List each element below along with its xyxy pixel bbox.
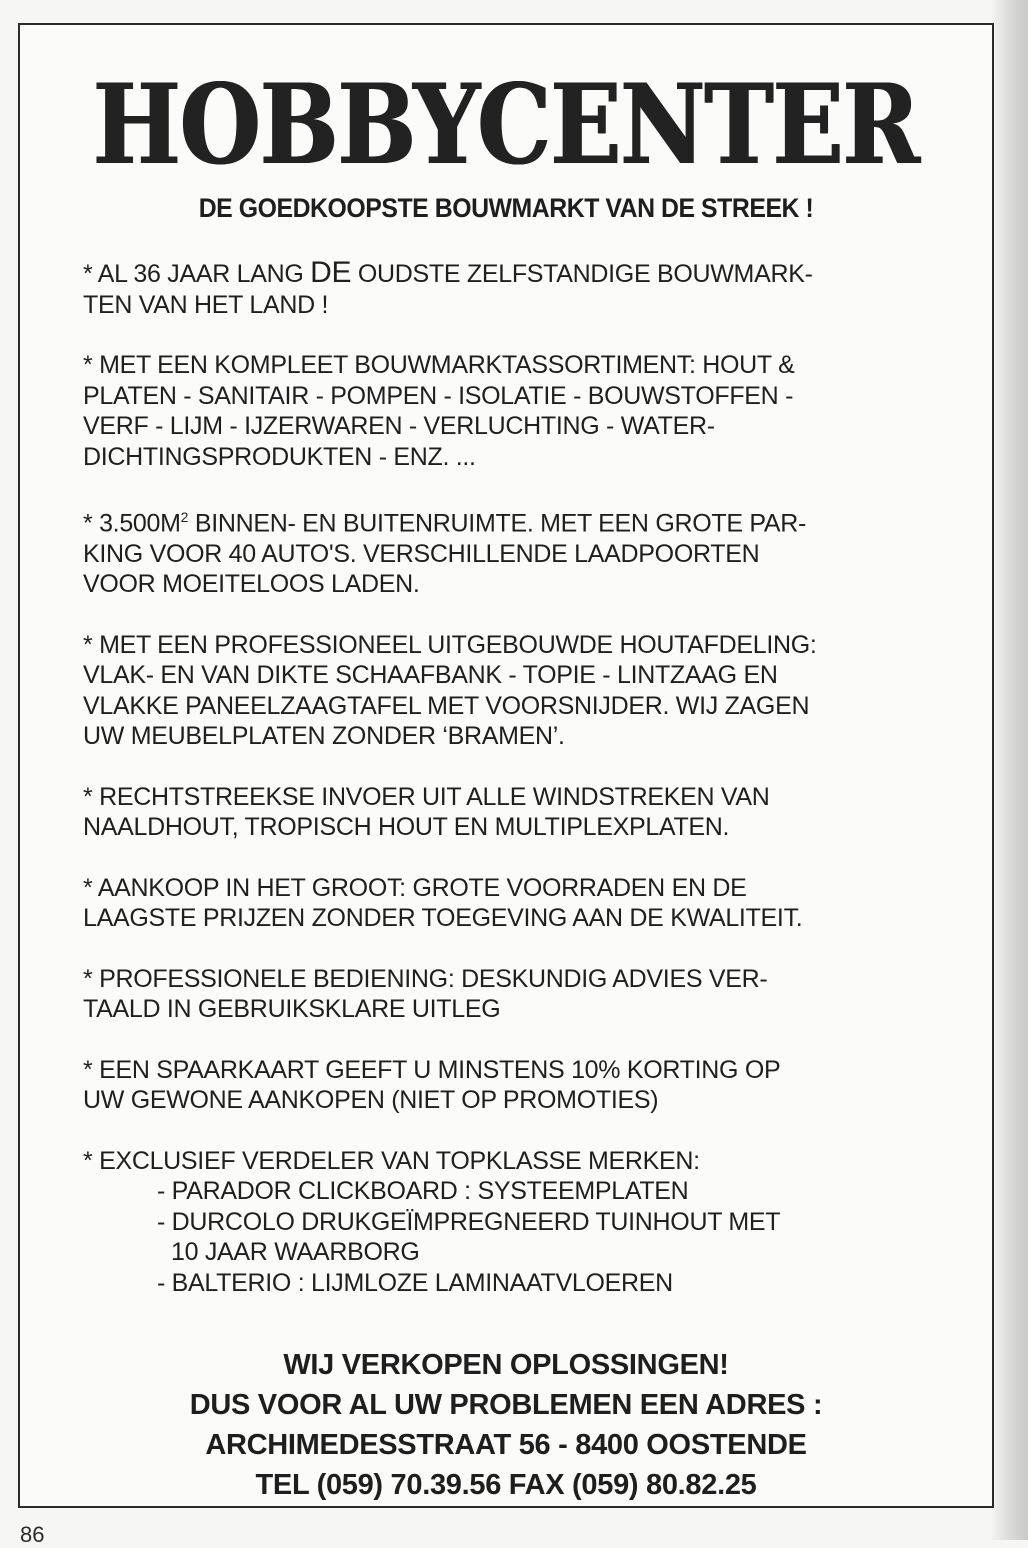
feature-line: * $3.500M^2$ BINNEN- EN BUITENRUIMTE. MET EEN GROTE PAR- bbox=[83, 509, 807, 538]
feature-line: * RECHTSTREEKSE INVOER UIT ALLE WINDSTREKEN VAN bbox=[83, 782, 770, 811]
brand-item-parador: - PARADOR CLICKBOARD : SYSTEEMPLATEN bbox=[157, 1177, 689, 1206]
feature-item-assortment bbox=[83, 350, 963, 472]
feature-line: TAALD IN GEBRUIKSKLARE UITLEG bbox=[83, 995, 501, 1024]
feature-line: TEN VAN HET LAND ! bbox=[83, 290, 329, 319]
feature-line: VERF - LIJM - IJZERWAREN - VERLUCHTING - WATER- bbox=[83, 412, 715, 440]
contact-row bbox=[20, 1465, 992, 1505]
feature-line: PLATEN - SANITAIR - POMPEN - ISOLATIE - BOUWSTOFFEN - bbox=[83, 381, 794, 410]
feature-list bbox=[83, 258, 963, 1298]
feature-line: * PROFESSIONELE BEDIENING: DESKUNDIG ADVIES VER- bbox=[83, 964, 768, 993]
feature-line: * AANKOOP IN HET GROOT: GROTE VOORRADEN EN DE bbox=[83, 873, 747, 902]
feature-line: * MET EEN PROFESSIONEEL UITGEBOUWDE HOUTAFDELING: bbox=[83, 630, 817, 659]
feature-item-import bbox=[83, 782, 963, 843]
feature-line: * EEN SPAARKAART GEEFT U MINSTENS 10% KORTING OP bbox=[83, 1055, 781, 1084]
slogan: WIJ VERKOPEN OPLOSSINGEN! bbox=[283, 1349, 729, 1381]
feature-item-space bbox=[83, 502, 963, 600]
feature-item-wood-department bbox=[83, 630, 963, 752]
feature-line: VLAK- EN VAN DIKTE SCHAAFBANK - TOPIE - LINTZAAG EN bbox=[83, 661, 778, 690]
brand-title: HOBBYCENTER bbox=[93, 60, 919, 190]
feature-item-service bbox=[83, 964, 963, 1025]
fax: FAX (059) 80.82.25 bbox=[508, 1469, 757, 1501]
brand-item-durcolo-continued: 10 JAAR WAARBORG bbox=[171, 1238, 420, 1267]
brand-item-balterio: - BALTERIO : LIJMLOZE LAMINAATVLOEREN bbox=[157, 1268, 673, 1297]
brand-item-durcolo: - DURCOLO DRUKGEÏMPREGNEERD TUINHOUT MET bbox=[157, 1207, 781, 1236]
feature-line: UW MEUBELPLATEN ZONDER ‘BRAMEN’. bbox=[83, 722, 565, 751]
feature-line: LAAGSTE PRIJZEN ZONDER TOEGEVING AAN DE KWALITEIT. bbox=[83, 904, 803, 933]
feature-line: DICHTINGSPRODUKTEN - ENZ. ... bbox=[83, 442, 476, 471]
feature-item-history bbox=[83, 258, 963, 320]
feature-line: NAALDHOUT, TROPISCH HOUT EN MULTIPLEXPLATEN. bbox=[83, 813, 730, 842]
feature-line: KING VOOR 40 AUTO'S. VERSCHILLENDE LAADPOORTEN bbox=[83, 539, 760, 568]
feature-line: VLAKKE PANEELZAAGTAFEL MET VOORSNIJDER. WIJ ZAGEN bbox=[83, 691, 810, 720]
feature-line: UW GEWONE AANKOPEN (NIET OP PROMOTIES) bbox=[83, 1086, 659, 1115]
page-number: 86 bbox=[20, 1522, 45, 1547]
superscript: 2 bbox=[180, 509, 189, 525]
call-to-action: DUS VOOR AL UW PROBLEMEN EEN ADRES : bbox=[189, 1389, 823, 1421]
feature-item-savings-card bbox=[83, 1055, 963, 1116]
feature-line: VOOR MOEITELOOS LADEN. bbox=[83, 570, 420, 599]
brand-list bbox=[157, 1176, 963, 1298]
feature-item-exclusive-brands bbox=[83, 1146, 963, 1299]
telephone: TEL (059) 70.39.56 bbox=[255, 1469, 502, 1501]
tagline: DE GOEDKOOPSTE BOUWMARKT VAN DE STREEK ! bbox=[198, 193, 814, 223]
address: ARCHIMEDESSTRAAT 56 - 8400 OOSTENDE bbox=[205, 1429, 807, 1461]
closing-block bbox=[20, 1345, 992, 1505]
feature-line: * MET EEN KOMPLEET BOUWMARKTASSORTIMENT: HOUT & bbox=[83, 351, 795, 379]
advertisement-frame bbox=[18, 23, 994, 1508]
feature-line: * AL 36 JAAR LANG DE OUDSTE ZELFSTANDIGE BOUWMARK- bbox=[83, 256, 813, 289]
adjacent-page-edge bbox=[992, 0, 1028, 1540]
emphasis-de: DE bbox=[310, 256, 352, 289]
feature-item-bulk-purchase bbox=[83, 873, 963, 934]
feature-line: * EXCLUSIEF VERDELER VAN TOPKLASSE MERKEN: bbox=[83, 1146, 700, 1175]
